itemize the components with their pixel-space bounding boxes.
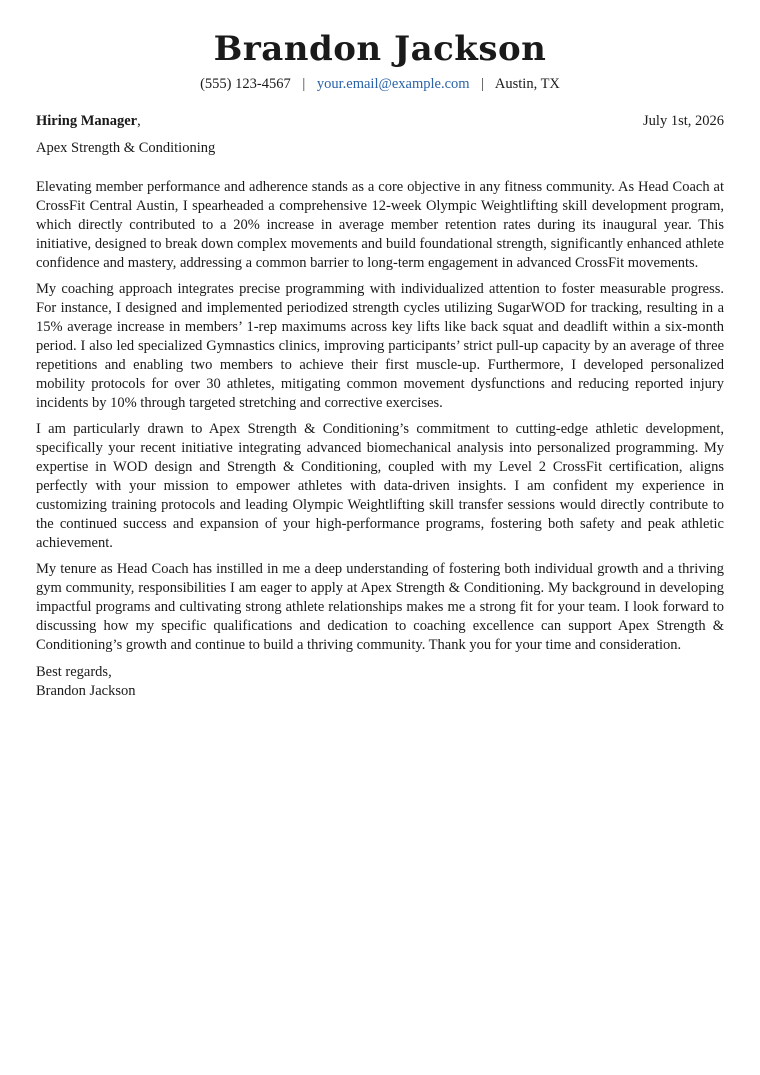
body-paragraph: My tenure as Head Coach has instilled in me a deep understanding of fostering both individual growth and a thriving gym community, responsibilities I am eager to apply at Apex Strength & Conditioning. My background in developing impactful programs and cultivating strong athlete relationships makes me a strong fit for your team. I look forward to discussing how my specific qualifications and dedication to coaching excellence can support Apex Strength & Conditioning’s growth and continue to build a thriving community. Thank you for your time and consideration. — [36, 561, 724, 653]
contact-separator: | — [302, 76, 306, 92]
phone-number: (555) 123-4567 — [200, 76, 291, 92]
body-paragraph: I am particularly drawn to Apex Strength & Conditioning’s commitment to cutting-edge athletic development, specifically your recent initiative integrating advanced biomechanical analysis into personalized programming. My expertise in WOD design and Strength & Conditioning, coupled with my Level 2 CrossFit certification, aligns perfectly with your mission to empower athletes with data-driven insights. I am confident my experience in customizing training protocols and leading Olympic Weightlifting skill transfer sessions would directly contribute to the continued success and expansion of your high-performance programs, fostering both safety and peak athletic achievement. — [36, 421, 724, 551]
signature-name: Brandon Jackson — [36, 683, 136, 699]
recipient-row — [36, 112, 724, 131]
applicant-name: Brandon Jackson — [213, 29, 547, 69]
recipient-company: Apex Strength & Conditioning — [36, 140, 216, 156]
sign-off: Best regards, — [36, 664, 112, 680]
contact-separator: | — [481, 76, 485, 92]
salutation — [36, 112, 141, 131]
recipient-title: Hiring Manager — [36, 113, 138, 129]
body-paragraph: Elevating member performance and adherence stands as a core objective in any fitness community. As Head Coach at CrossFit Central Austin, I spearheaded a comprehensive 12-week Olympic Weightlifting skill development program, which directly contributed to a 20% increase in average member retention rates during its inaugural year. This initiative, designed to break down complex movements and build foundational strength, significantly enhanced athlete confidence and mastery, addressing a common barrier to long-term engagement in advanced CrossFit movements. — [36, 179, 724, 271]
body-paragraph: My coaching approach integrates precise programming with individualized attention to foster measurable progress. For instance, I designed and implemented periodized strength cycles utilizing SugarWOD for tracking, resulting in a 15% average increase in members’ 1-rep maximums across key lifts like back squat and deadlift within a six-month period. I also led specialized Gymnastics clinics, improving participants’ strict pull-up capacity by an average of three repetitions and enabling two members to achieve their first muscle-up. Furthermore, I developed personalized mobility protocols for over 30 athletes, mitigating common movement dysfunctions and reducing reported injury incidents by 10% through targeted stretching and corrective exercises. — [36, 281, 724, 411]
contact-line — [36, 74, 724, 94]
location: Austin, TX — [494, 76, 560, 92]
email-link[interactable]: your.email@example.com — [316, 76, 470, 92]
letter-body — [36, 178, 724, 655]
letter-date: July 1st, 2026 — [643, 113, 724, 129]
closing-block — [36, 663, 724, 701]
salutation-punct: , — [137, 113, 141, 129]
